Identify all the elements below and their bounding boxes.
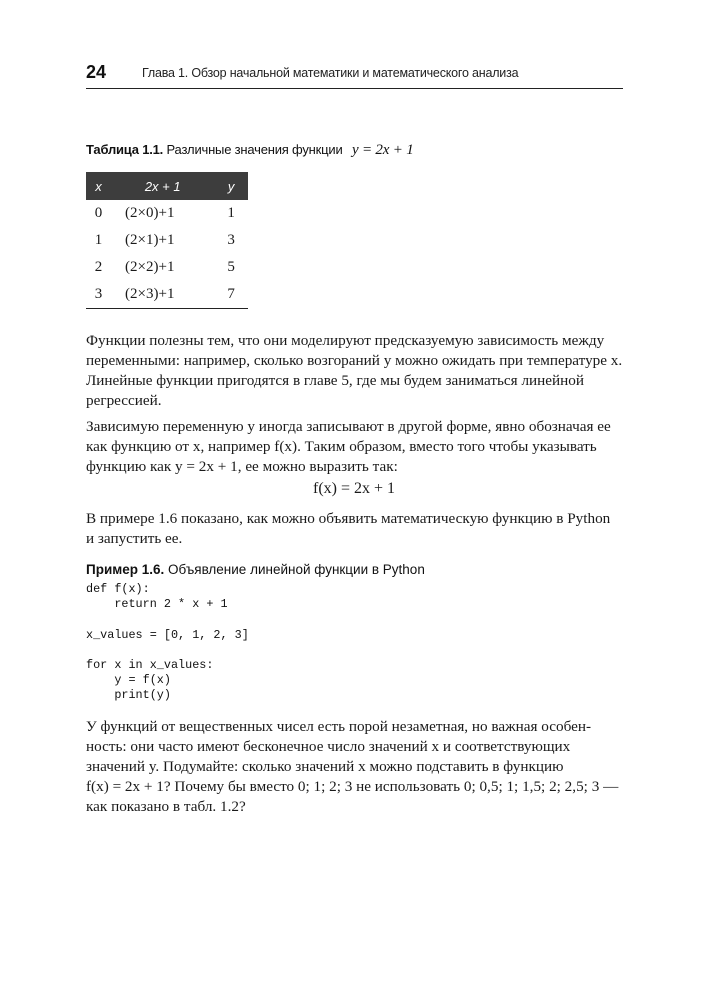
paragraph-2 bbox=[86, 417, 623, 477]
text-line: переменными: например, сколько возгораний y можно ожидать при температуре x. bbox=[86, 352, 623, 369]
table-header-y: y bbox=[214, 172, 248, 200]
text-line: функцию как y = 2x + 1, ее можно выразить так: bbox=[86, 458, 398, 475]
page-number: 24 bbox=[86, 62, 107, 82]
table-caption-label: Таблица 1.1. bbox=[86, 142, 164, 157]
table-caption-text: Различные значения функции bbox=[166, 142, 343, 157]
display-formula: f(x) = 2x + 1 bbox=[312, 480, 396, 497]
table-caption-formula: y = 2x + 1 bbox=[351, 142, 414, 158]
cell-expr: (2×0)+1 bbox=[125, 205, 175, 221]
cell-x: 0 bbox=[94, 205, 103, 221]
paragraph-1 bbox=[86, 331, 623, 411]
cell-y: 5 bbox=[227, 259, 235, 275]
text-line: f(x) = 2x + 1? Почему бы вместо 0; 1; 2; 3 не использовать 0; 0,5; 1; 1,5; 2; 2,5; 3 — bbox=[86, 778, 619, 795]
example-label: Пример 1.6. bbox=[86, 562, 165, 577]
cell-expr: (2×3)+1 bbox=[111, 281, 214, 309]
table-header-row bbox=[86, 172, 248, 200]
text-line: Функции полезны тем, что они моделируют предсказуемую зависимость между bbox=[86, 332, 605, 349]
cell-y: 3 bbox=[227, 232, 235, 248]
text-line: У функций от вещественных чисел есть порой незаметная, но важная особен- bbox=[86, 718, 592, 735]
table-row bbox=[86, 281, 248, 309]
values-table bbox=[86, 172, 248, 309]
text-line: Зависимую переменную y иногда записывают в другой форме, явно обозначая ее bbox=[86, 418, 611, 435]
table-caption bbox=[86, 142, 414, 159]
page-header bbox=[86, 58, 623, 89]
cell-x: 2 bbox=[94, 259, 103, 275]
text-line: как показано в табл. 1.2? bbox=[86, 798, 246, 815]
paragraph-3 bbox=[86, 509, 623, 549]
text-line: значений y. Подумайте: сколько значений x можно подставить в функцию bbox=[86, 758, 564, 775]
table-row bbox=[86, 200, 248, 227]
table-row bbox=[86, 254, 248, 281]
code-listing: def f(x): return 2 * x + 1 x_values = [0, 1, 2, 3] for x in x_values: y = f(x) print(y) bbox=[86, 582, 249, 703]
table-header-expr: 2x + 1 bbox=[111, 172, 214, 200]
running-head: Глава 1. Обзор начальной математики и математического анализа bbox=[142, 66, 519, 80]
text-line: как функцию от x, например f(x). Таким образом, вместо того чтобы указывать bbox=[86, 438, 597, 455]
cell-x: 1 bbox=[94, 232, 103, 248]
text-line: ность: они часто имеют бесконечное число значений x и соответствующих bbox=[86, 738, 571, 755]
text-line: и запустить ее. bbox=[86, 530, 183, 547]
cell-expr: (2×2)+1 bbox=[125, 259, 175, 275]
text-line: В примере 1.6 показано, как можно объявить математическую функцию в Python bbox=[86, 510, 611, 527]
example-caption bbox=[86, 562, 425, 577]
paragraph-4 bbox=[86, 717, 623, 817]
example-title: Объявление линейной функции в Python bbox=[168, 562, 425, 577]
text-line: регрессией. bbox=[86, 392, 162, 409]
cell-expr: (2×1)+1 bbox=[125, 232, 175, 248]
text-line: Линейные функции пригодятся в главе 5, где мы будем заниматься линейной bbox=[86, 372, 585, 389]
cell-x: 3 bbox=[86, 281, 111, 309]
cell-y: 7 bbox=[214, 281, 248, 309]
cell-y: 1 bbox=[227, 205, 235, 221]
table-row bbox=[86, 227, 248, 254]
table-header-x: x bbox=[86, 172, 111, 200]
